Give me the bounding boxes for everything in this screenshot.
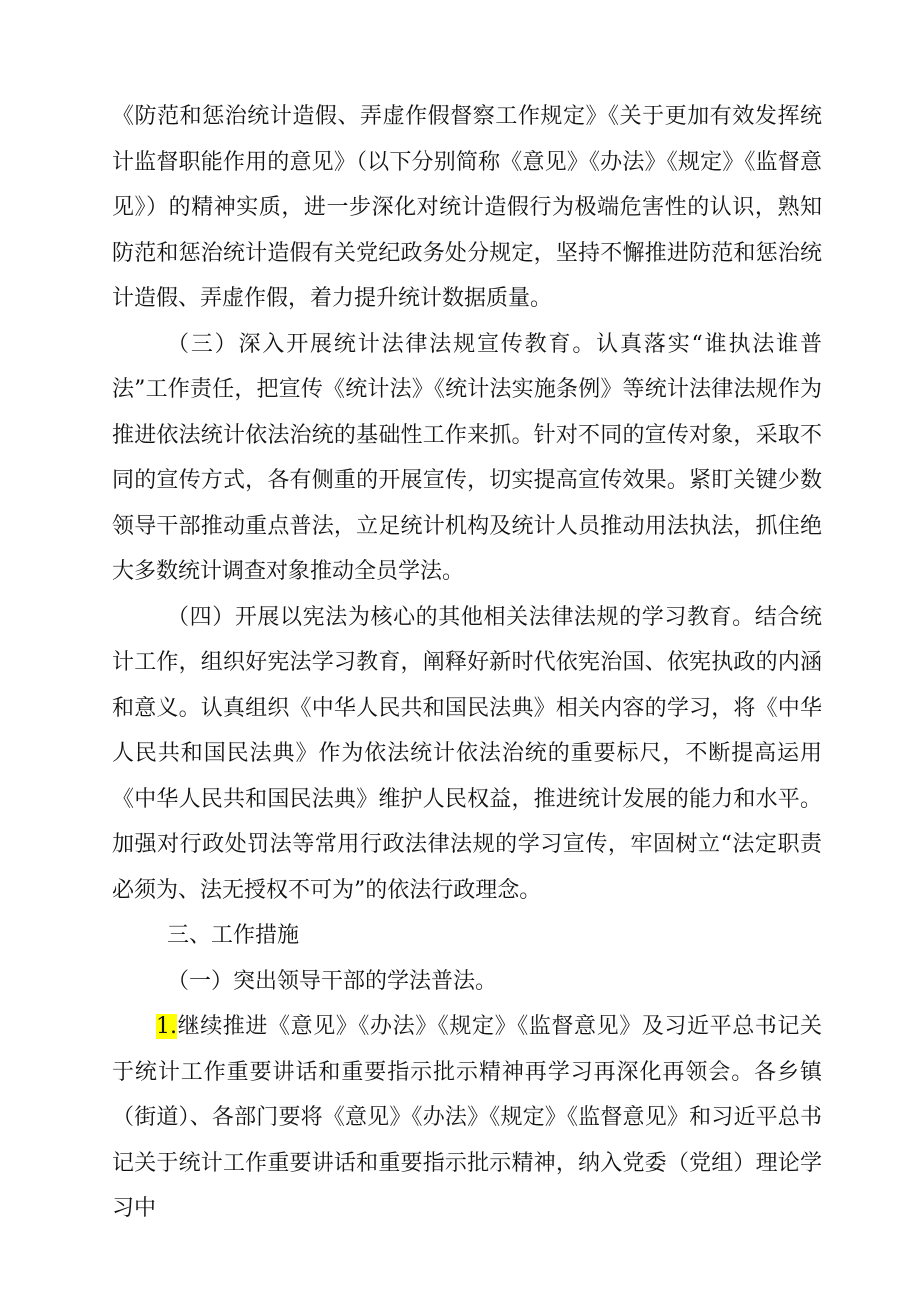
paragraph-item-one <box>112 1004 822 1232</box>
list-marker-highlight: 1. <box>156 1014 177 1039</box>
paragraph-section-three: （三）深入开展统计法律法规宣传教育。认真落实“谁执法谁普法”工作责任，把宣传《统计法》《统计法实施条例》等统计法律法规作为推进依法统计依法治统的基础性工作来抓。针对不同的宣传对象，采取不同的宣传方式，各有侧重的开展宣传，切实提高宣传效果。紧盯关键少数领导干部推动重点普法，立足统计机构及统计人员推动用法执法，抓住绝大多数统计调查对象推动全员学法。 <box>112 331 822 584</box>
document-body <box>112 94 822 1232</box>
paragraph-continuation: 《防范和惩治统计造假、弄虚作假督察工作规定》《关于更加有效发挥统计监督职能作用的意见》（以下分别简称《意见》《办法》《规定》《监督意见》）的精神实质，进一步深化对统计造假行为极端危害性的认识，熟知防范和惩治统计造假有关党纪政务处分规定，坚持不懈推进防范和惩治统计造假、弄虚作假，着力提升统计数据质量。 <box>112 104 822 311</box>
subheading-leaders-learning: （一）突出领导干部的学法普法。 <box>167 968 498 994</box>
paragraph-item-one-text: 继续推进《意见》《办法》《规定》《监督意见》及习近平总书记关于统计工作重要讲话和重要指示批示精神再学习再深化再领会。各乡镇（街道）、各部门要将《意见》《办法》《规定》《监督意见》和习近平总书记关于统计工作重要讲话和重要指示批示精神，纳入党委（党组）理论学习中 <box>112 1014 822 1221</box>
paragraph-section-four: （四）开展以宪法为核心的其他相关法律法规的学习教育。结合统计工作，组织好宪法学习教育，阐释好新时代依宪治国、依宪执政的内涵和意义。认真组织《中华人民共和国民法典》相关内容的学习，将《中华人民共和国民法典》作为依法统计依法治统的重要标尺，不断提高运用《中华人民共和国民法典》维护人民权益，推进统计发展的能力和水平。加强对行政处罚法等常用行政法律法规的学习宣传，牢固树立“法定职责必须为、法无授权不可为”的依法行政理念。 <box>112 604 822 903</box>
heading-work-measures: 三、工作措施 <box>167 923 300 948</box>
